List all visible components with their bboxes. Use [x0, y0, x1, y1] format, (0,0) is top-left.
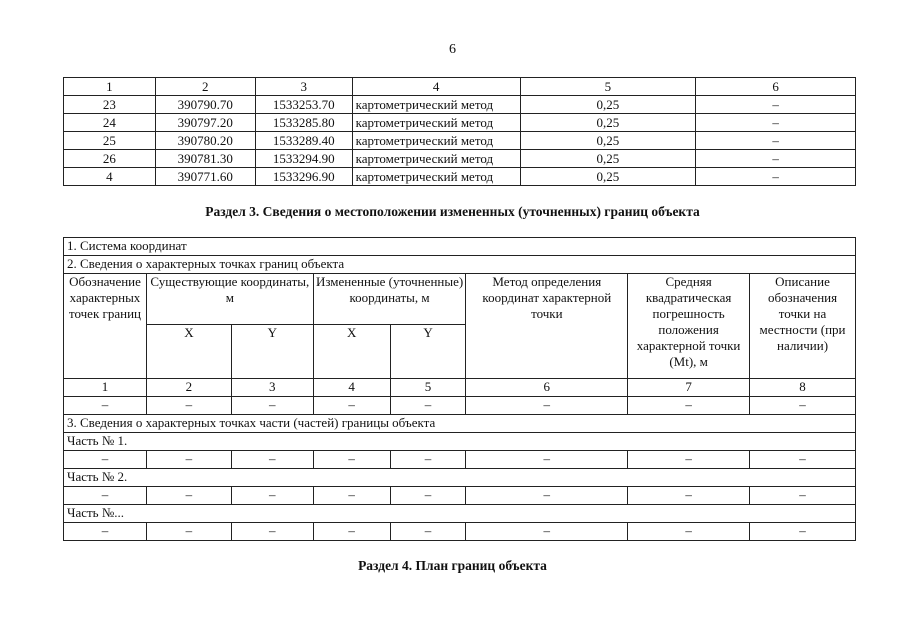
table-row: [64, 469, 856, 487]
empty-cell: –: [628, 397, 750, 415]
point-id-cell: 25: [64, 132, 156, 150]
column-number: 5: [390, 379, 466, 397]
empty-cell: –: [466, 487, 628, 505]
empty-cell: –: [628, 487, 750, 505]
y-coordinate-cell: 1533294.90: [255, 150, 352, 168]
description-cell: –: [696, 168, 856, 186]
page-number: 6: [449, 42, 456, 57]
column-number: 4: [313, 379, 390, 397]
table-row: [64, 168, 856, 186]
empty-cell: –: [390, 487, 466, 505]
method-cell: картометрический метод: [352, 150, 520, 168]
point-id-cell: 26: [64, 150, 156, 168]
empty-cell: –: [146, 487, 231, 505]
column-number: 3: [231, 379, 313, 397]
precision-cell: 0,25: [520, 150, 696, 168]
table-row: [64, 415, 856, 433]
x-coordinate-cell: 390771.60: [155, 168, 255, 186]
rms-error-header: Средняя квадратическая погрешность положения характерной точки (Mt), м: [628, 274, 750, 379]
table-row: [64, 238, 856, 256]
y-coordinate-cell: 1533289.40: [255, 132, 352, 150]
column-number: 2: [146, 379, 231, 397]
table-row: [64, 505, 856, 523]
point-id-cell: 23: [64, 96, 156, 114]
description-cell: –: [696, 132, 856, 150]
table-row: [64, 451, 856, 469]
table-row: [64, 256, 856, 274]
parts-heading: 3. Сведения о характерных точках части (частей) границы объекта: [64, 415, 856, 433]
header-cell: 6: [696, 78, 856, 96]
table-row: [64, 150, 856, 168]
empty-cell: –: [313, 451, 390, 469]
part-label: Часть № 2.: [64, 469, 856, 487]
empty-cell: –: [64, 397, 147, 415]
empty-cell: –: [466, 397, 628, 415]
empty-cell: –: [390, 451, 466, 469]
precision-cell: 0,25: [520, 132, 696, 150]
empty-cell: –: [64, 451, 147, 469]
column-number: 8: [750, 379, 856, 397]
header-cell: 2: [155, 78, 255, 96]
precision-cell: 0,25: [520, 114, 696, 132]
method-cell: картометрический метод: [352, 168, 520, 186]
table-row: [64, 523, 856, 541]
point-id-cell: 4: [64, 168, 156, 186]
column-number: 1: [64, 379, 147, 397]
empty-cell: –: [390, 523, 466, 541]
table-row: [64, 433, 856, 451]
table-row: [64, 397, 856, 415]
header-cell: 4: [352, 78, 520, 96]
y-header: Y: [390, 325, 466, 379]
coordinate-system-row: 1. Система координат: [64, 238, 856, 256]
empty-cell: –: [146, 451, 231, 469]
y-coordinate-cell: 1533296.90: [255, 168, 352, 186]
boundary-points-heading: 2. Сведения о характерных точках границ объекта: [64, 256, 856, 274]
empty-cell: –: [231, 487, 313, 505]
y-header: Y: [231, 325, 313, 379]
empty-cell: –: [390, 397, 466, 415]
empty-cell: –: [231, 397, 313, 415]
table-row: [64, 487, 856, 505]
empty-cell: –: [64, 523, 147, 541]
empty-cell: –: [750, 487, 856, 505]
x-coordinate-cell: 390790.70: [155, 96, 255, 114]
description-cell: –: [696, 114, 856, 132]
method-cell: картометрический метод: [352, 114, 520, 132]
empty-cell: –: [750, 523, 856, 541]
point-id-cell: 24: [64, 114, 156, 132]
precision-cell: 0,25: [520, 168, 696, 186]
empty-cell: –: [466, 523, 628, 541]
description-cell: –: [696, 96, 856, 114]
table-row: [64, 132, 856, 150]
table-header-row: [64, 274, 856, 325]
empty-cell: –: [466, 451, 628, 469]
x-coordinate-cell: 390780.20: [155, 132, 255, 150]
empty-cell: –: [146, 523, 231, 541]
x-coordinate-cell: 390781.30: [155, 150, 255, 168]
method-header: Метод определения координат характерной точки: [466, 274, 628, 379]
empty-cell: –: [750, 451, 856, 469]
header-cell: 1: [64, 78, 156, 96]
description-cell: –: [696, 150, 856, 168]
column-number: 7: [628, 379, 750, 397]
empty-cell: –: [64, 487, 147, 505]
empty-cell: –: [313, 523, 390, 541]
empty-cell: –: [313, 487, 390, 505]
empty-cell: –: [231, 523, 313, 541]
changed-coordinates-header: Измененные (уточненные) координаты, м: [313, 274, 466, 325]
empty-cell: –: [750, 397, 856, 415]
coordinates-table: [63, 77, 856, 186]
part-label: Часть №...: [64, 505, 856, 523]
column-number: 6: [466, 379, 628, 397]
y-coordinate-cell: 1533253.70: [255, 96, 352, 114]
x-header: X: [313, 325, 390, 379]
empty-cell: –: [628, 451, 750, 469]
empty-cell: –: [146, 397, 231, 415]
method-cell: картометрический метод: [352, 132, 520, 150]
point-description-header: Описание обозначения точки на местности (при наличии): [750, 274, 856, 379]
existing-coordinates-header: Существующие координаты, м: [146, 274, 313, 325]
part-label: Часть № 1.: [64, 433, 856, 451]
table-row: [64, 114, 856, 132]
y-coordinate-cell: 1533285.80: [255, 114, 352, 132]
precision-cell: 0,25: [520, 96, 696, 114]
table-row: [64, 96, 856, 114]
empty-cell: –: [231, 451, 313, 469]
empty-cell: –: [628, 523, 750, 541]
table-header-row: [64, 78, 856, 96]
boundary-points-table: [63, 237, 856, 541]
x-header: X: [146, 325, 231, 379]
method-cell: картометрический метод: [352, 96, 520, 114]
section-3-title: Раздел 3. Сведения о местоположении измененных (уточненных) границ объекта: [205, 204, 700, 219]
x-coordinate-cell: 390797.20: [155, 114, 255, 132]
empty-cell: –: [313, 397, 390, 415]
section-4-title: Раздел 4. План границ объекта: [358, 558, 547, 573]
header-cell: 5: [520, 78, 696, 96]
designation-header: Обозначение характерных точек границ: [64, 274, 147, 379]
column-numbers-row: [64, 379, 856, 397]
header-cell: 3: [255, 78, 352, 96]
